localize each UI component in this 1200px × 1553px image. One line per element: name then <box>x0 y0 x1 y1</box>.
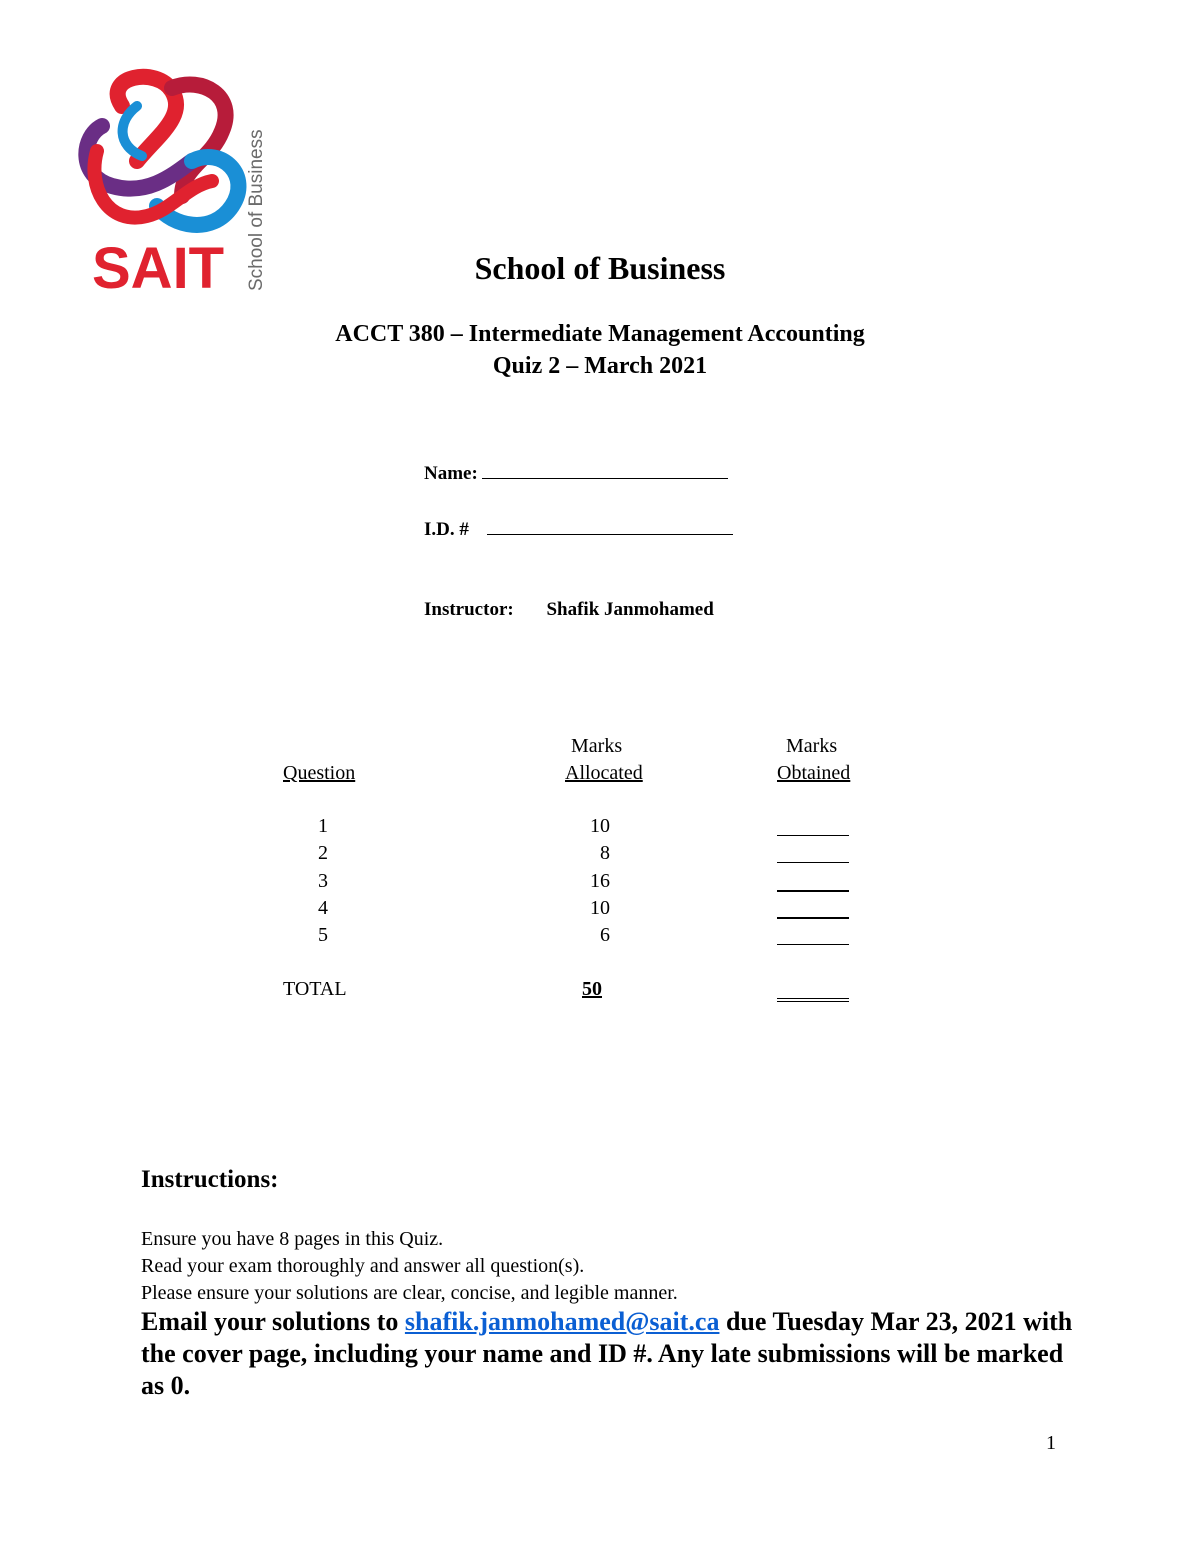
id-label: I.D. # <box>424 519 469 540</box>
obtained-blank <box>777 901 849 919</box>
name-label: Name: <box>424 463 478 484</box>
page-number: 1 <box>1046 1432 1056 1454</box>
course-name: ACCT 380 – Intermediate Management Accounting <box>335 321 865 347</box>
obtained-blank <box>777 819 849 836</box>
total-obtained-blank <box>777 982 849 1002</box>
allocated-value: 8 <box>600 842 610 864</box>
allocated-header: Allocated <box>565 762 643 784</box>
instructor-field <box>424 599 714 621</box>
obtained-blank <box>777 846 849 863</box>
allocated-header-top: Marks <box>571 735 623 757</box>
allocated-value: 10 <box>590 815 610 837</box>
question-number: 4 <box>318 897 328 919</box>
instruction-line: Read your exam thoroughly and answer all question(s). <box>141 1255 585 1277</box>
instructor-name: Shafik Janmohamed <box>546 599 714 620</box>
page-title: School of Business <box>474 250 726 286</box>
question-number: 3 <box>318 870 328 892</box>
instructions-list <box>141 1226 678 1307</box>
obtained-header-top: Marks <box>786 735 838 757</box>
logo-side-text: School of Business <box>246 129 267 291</box>
question-number: 5 <box>318 924 328 946</box>
quiz-name: Quiz 2 – March 2021 <box>492 353 708 379</box>
id-blank <box>487 520 733 535</box>
question-number: 2 <box>318 842 328 864</box>
email-instruction <box>141 1306 1081 1402</box>
course-heading <box>0 318 1200 382</box>
allocated-value: 16 <box>590 870 610 892</box>
instruction-line: Please ensure your solutions are clear, concise, and legible manner. <box>141 1282 678 1304</box>
email-link[interactable]: shafik.janmohamed@sait.ca <box>404 1307 720 1336</box>
allocated-value: 6 <box>600 924 610 946</box>
obtained-blank <box>777 874 849 892</box>
total-value: 50 <box>582 978 602 1000</box>
name-field <box>424 463 728 485</box>
question-header: Question <box>283 762 356 784</box>
allocated-value: 10 <box>590 897 610 919</box>
total-label: TOTAL <box>283 978 347 1000</box>
question-number: 1 <box>318 815 328 837</box>
logo-wordmark: SAIT <box>92 236 225 301</box>
name-blank <box>482 464 728 479</box>
instructor-label: Instructor: <box>424 599 514 620</box>
instructions-heading: Instructions: <box>141 1166 279 1193</box>
id-field <box>424 519 733 541</box>
email-prefix: Email your solutions to <box>141 1307 405 1336</box>
obtained-blank <box>777 928 849 945</box>
obtained-header: Obtained <box>777 762 851 784</box>
email-suffix: due Tuesday Mar 23, 2021 with the cover page, including your name and ID #. Any late submissions will be marked as 0. <box>141 1307 1073 1400</box>
instruction-line: Ensure you have 8 pages in this Quiz. <box>141 1228 444 1250</box>
